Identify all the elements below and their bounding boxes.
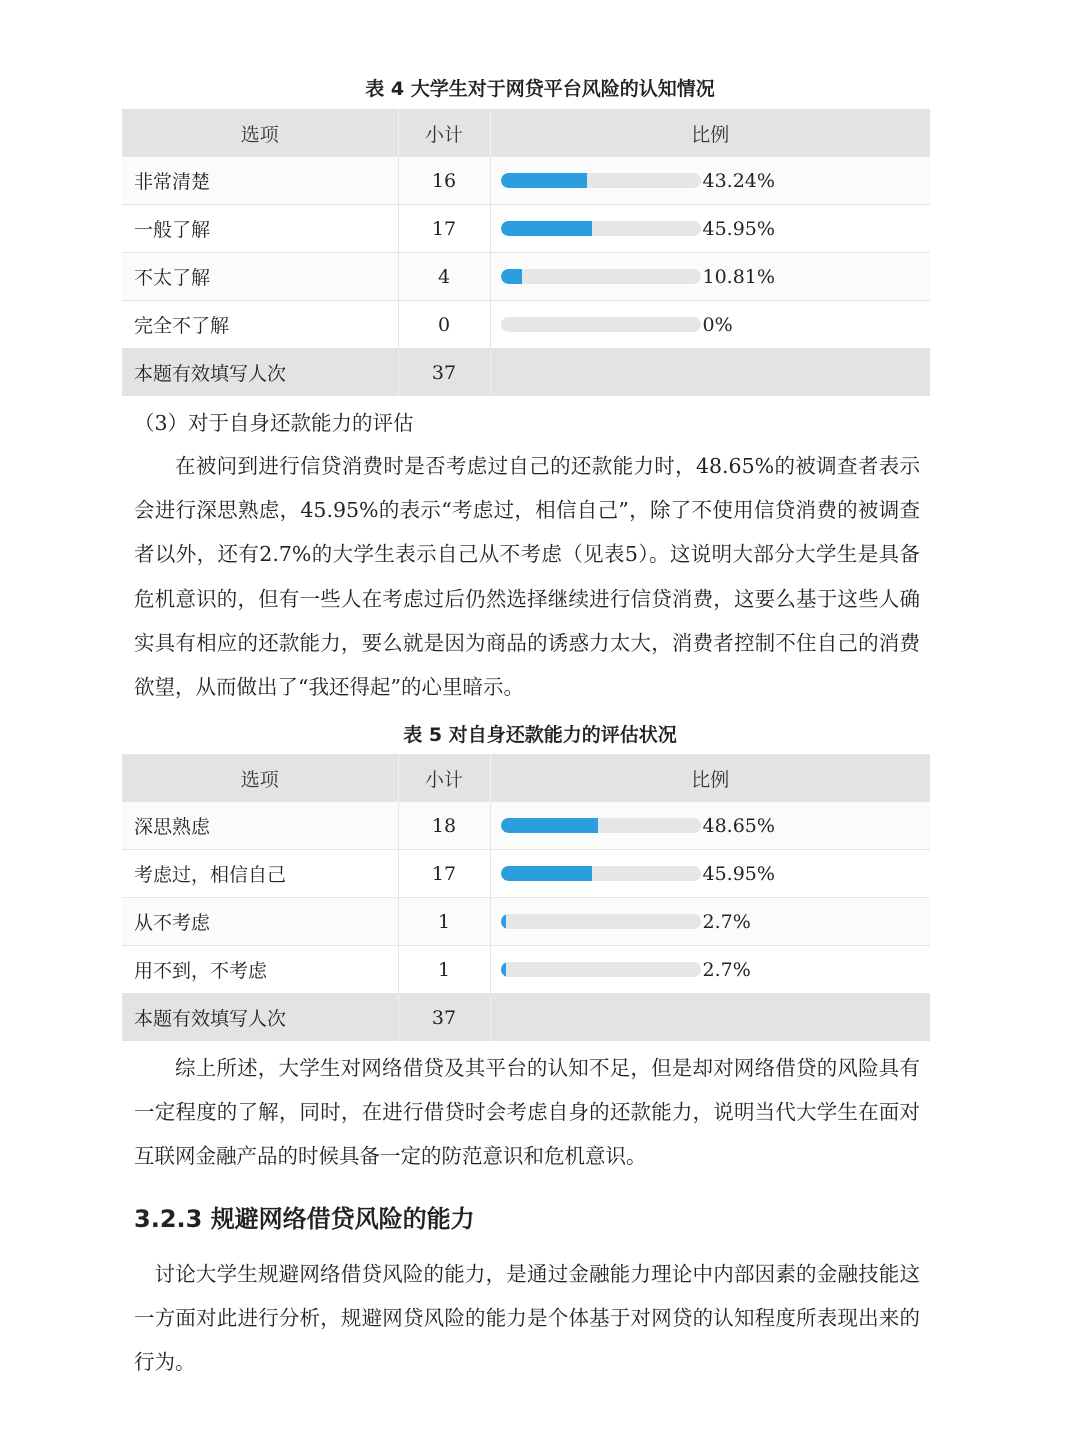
progress-bar [501,173,701,188]
total-empty-cell [490,349,930,397]
row-count: 1 [398,898,490,946]
progress-bar [501,914,701,929]
row-ratio [490,946,930,994]
table5-header-row [122,754,930,802]
row-percent: 2.7% [702,958,751,981]
table-total-row [122,349,930,397]
row-percent: 45.95% [702,217,775,240]
table4-header-count: 小计 [398,109,490,157]
total-count: 37 [398,349,490,397]
table-row [122,253,930,301]
row-option: 完全不了解 [122,301,398,349]
row-ratio [490,898,930,946]
progress-bar-fill [501,173,587,188]
total-count: 37 [398,994,490,1042]
table5-header-count: 小计 [398,754,490,802]
row-ratio [490,301,930,349]
progress-bar-fill [501,962,506,977]
progress-bar-fill [501,221,593,236]
row-percent: 2.7% [702,910,751,933]
row-ratio [490,157,930,205]
row-count: 16 [398,157,490,205]
row-option: 从不考虑 [122,898,398,946]
row-option: 一般了解 [122,205,398,253]
progress-bar [501,269,701,284]
row-option: 非常清楚 [122,157,398,205]
table5-header-option: 选项 [122,754,398,802]
row-count: 18 [398,802,490,850]
table4-header-ratio: 比例 [490,109,930,157]
row-percent: 48.65% [702,814,775,837]
progress-bar [501,221,701,236]
paragraph: 在被问到进行信贷消费时是否考虑过自己的还款能力时，48.65%的被调查者表示会进行深思熟虑，45.95%的表示“考虑过，相信自己”，除了不使用信贷消费的被调查者以外，还有2.7%的大学生表示自己从不考虑（见表5）。这说明大部分大学生是具备危机意识的，但有一些人在考虑过后仍然选择继续进行信贷消费，这要么基于这些人确实具有相应的还款能力，要么就是因为商品的诱惑力太大，消费者控制不住自己的消费欲望，从而做出了“我还得起”的心里暗示。 [134,454,920,700]
progress-bar-fill [501,914,506,929]
row-count: 17 [398,205,490,253]
row-percent: 43.24% [702,169,775,192]
table-row [122,157,930,205]
table-row [122,205,930,253]
table5-caption: 表 5 对自身还款能力的评估状况 [403,724,677,746]
total-label: 本题有效填写人次 [122,994,398,1042]
table-row [122,802,930,850]
progress-bar-fill [501,818,598,833]
table-total-row [122,994,930,1042]
section-title: 3.2.3 规避网络借贷风险的能力 [134,1205,475,1233]
progress-bar [501,866,701,881]
table4-header-option: 选项 [122,109,398,157]
table-row [122,898,930,946]
paragraph: 讨论大学生规避网络借贷风险的能力，是通过金融能力理论中内部因素的金融技能这一方面对此进行分析，规避网贷风险的能力是个体基于对网贷的认知程度所表现出来的行为。 [134,1262,920,1375]
row-ratio [490,253,930,301]
progress-bar-fill [501,269,523,284]
row-ratio [490,850,930,898]
row-option: 深思熟虑 [122,802,398,850]
table4-header-row [122,109,930,157]
row-option: 考虑过，相信自己 [122,850,398,898]
table-row [122,946,930,994]
paragraph: 综上所述，大学生对网络借贷及其平台的认知不足，但是却对网络借贷的风险具有一定程度的了解，同时，在进行借贷时会考虑自身的还款能力，说明当代大学生在面对互联网金融产品的时候具备一定的防范意识和危机意识。 [134,1056,920,1169]
subheading: （3）对于自身还款能力的评估 [134,411,414,435]
progress-bar [501,317,701,332]
row-percent: 10.81% [702,265,775,288]
row-count: 1 [398,946,490,994]
table4 [122,109,930,396]
total-label: 本题有效填写人次 [122,349,398,397]
table-row [122,850,930,898]
row-percent: 0% [702,313,733,336]
row-count: 0 [398,301,490,349]
progress-bar-fill [501,866,593,881]
progress-bar [501,962,701,977]
row-count: 4 [398,253,490,301]
table-row [122,301,930,349]
row-option: 不太了解 [122,253,398,301]
row-count: 17 [398,850,490,898]
progress-bar [501,818,701,833]
table4-caption: 表 4 大学生对于网贷平台风险的认知情况 [365,78,715,100]
table5 [122,754,930,1041]
row-percent: 45.95% [702,862,775,885]
row-option: 用不到，不考虑 [122,946,398,994]
table5-header-ratio: 比例 [490,754,930,802]
row-ratio [490,802,930,850]
total-empty-cell [490,994,930,1042]
row-ratio [490,205,930,253]
